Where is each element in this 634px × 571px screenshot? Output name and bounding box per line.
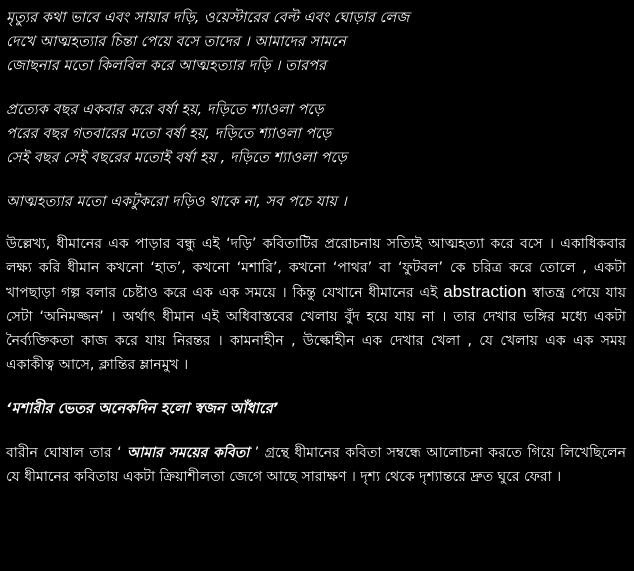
poem-line: পরের বছর গতবারের মতো বর্ষা হয়, দড়িতে শ্যাওলা পড়ে [6, 126, 332, 142]
spacer [6, 421, 626, 441]
paragraph-text: বারীন ঘোষাল তার ‘ [6, 445, 122, 461]
inline-english-word: abstraction [443, 282, 527, 301]
poem-line: প্রত্যেক বছর একবার করে বর্ষা হয়, দড়িতে শ্যাওলা পড়ে [6, 102, 324, 118]
paragraph-text: স্বাতন্ত্র পেয়ে যায় সেটা ‘অনিমজ্জন’ । অর্থাৎ ধীমান এই অধিবাস্তবের খেলায় বুঁদ হয়ে যায় না । তার দেখার ভঙ্গির মধ্যে একটা নৈর্ব্যক্তিকতা কাজ করে যায় নিরন্তর । কামনাহীন , উল্কোহীন এক দেখার খেলা , যে খেলায় এক এক সময় একাকীত্ব আসে, ক্লান্তির ম্লানমুখ । [6, 285, 627, 373]
poem-line: সেই বছর সেই বছরের মতোই বর্ষা হয় , দড়িতে শ্যাওলা পড়ে [6, 150, 347, 166]
poem-line: জোছনার মতো কিলবিল করে আত্মহত্যার দড়ি । তারপর [6, 58, 326, 74]
spacer [6, 214, 626, 232]
spacer [6, 78, 626, 98]
poem-line: আত্মহত্যার মতো একটুকরো দড়িও থাকে না, সব পচে যায় । [6, 194, 347, 210]
poem-stanza-2 [6, 98, 626, 170]
poem-line: দেখে আত্মহত্যার চিন্তা পেয়ে বসে তাদের । আমাদের সামনে [6, 34, 346, 50]
spacer [6, 170, 626, 190]
book-title: আমার সময়ের কবিতা [126, 445, 250, 461]
poem-stanza-1 [6, 6, 626, 78]
commentary-paragraph-1 [6, 232, 626, 377]
paragraph-text: উল্লেখ্য, ধীমানের এক পাড়ার বন্ধু এই ‘দড়ি’ কবিতাটির প্ররোচনায় সত্যিই আত্মহত্যা করে বসে । একাধিকবার লক্ষ্য করি ধীমান কখনো ‘হাত’, কখনো ‘মশারি’, কখনো ‘পাথর’ বা ‘ফুটবল’ কে চরিত্র করে তোলে , একটা খাপছাড়া গল্প বলার চেষ্টাও করে এক এক সময়ে । কিন্তু যেখানে ধীমানের এই [6, 236, 626, 301]
poem-stanza-3 [6, 190, 626, 214]
spacer [6, 377, 626, 397]
section-heading: ‘মশারীর ভেতর অনেকদিন হলো স্বজন আঁধারে’ [6, 401, 279, 417]
paragraph-text: ’ গ্রন্থে ধীমানের কবিতা সম্বন্ধে আলোচনা করতে গিয়ে লিখেছিলেন যে ধীমানের কবিতায় একটা ক্রিয়াশীলতা জেগে আছে সারাক্ষণ । দৃশ্য থেকে দৃশ্যান্তরে দ্রুত ঘুরে ফেরা । [6, 445, 627, 485]
commentary-paragraph-2 [6, 441, 626, 489]
poem-line: মৃত্যুর কথা ভাবে এবং সায়ার দড়ি, ওয়েস্টারের বেল্ট এবং ঘোড়ার লেজ [6, 10, 410, 26]
